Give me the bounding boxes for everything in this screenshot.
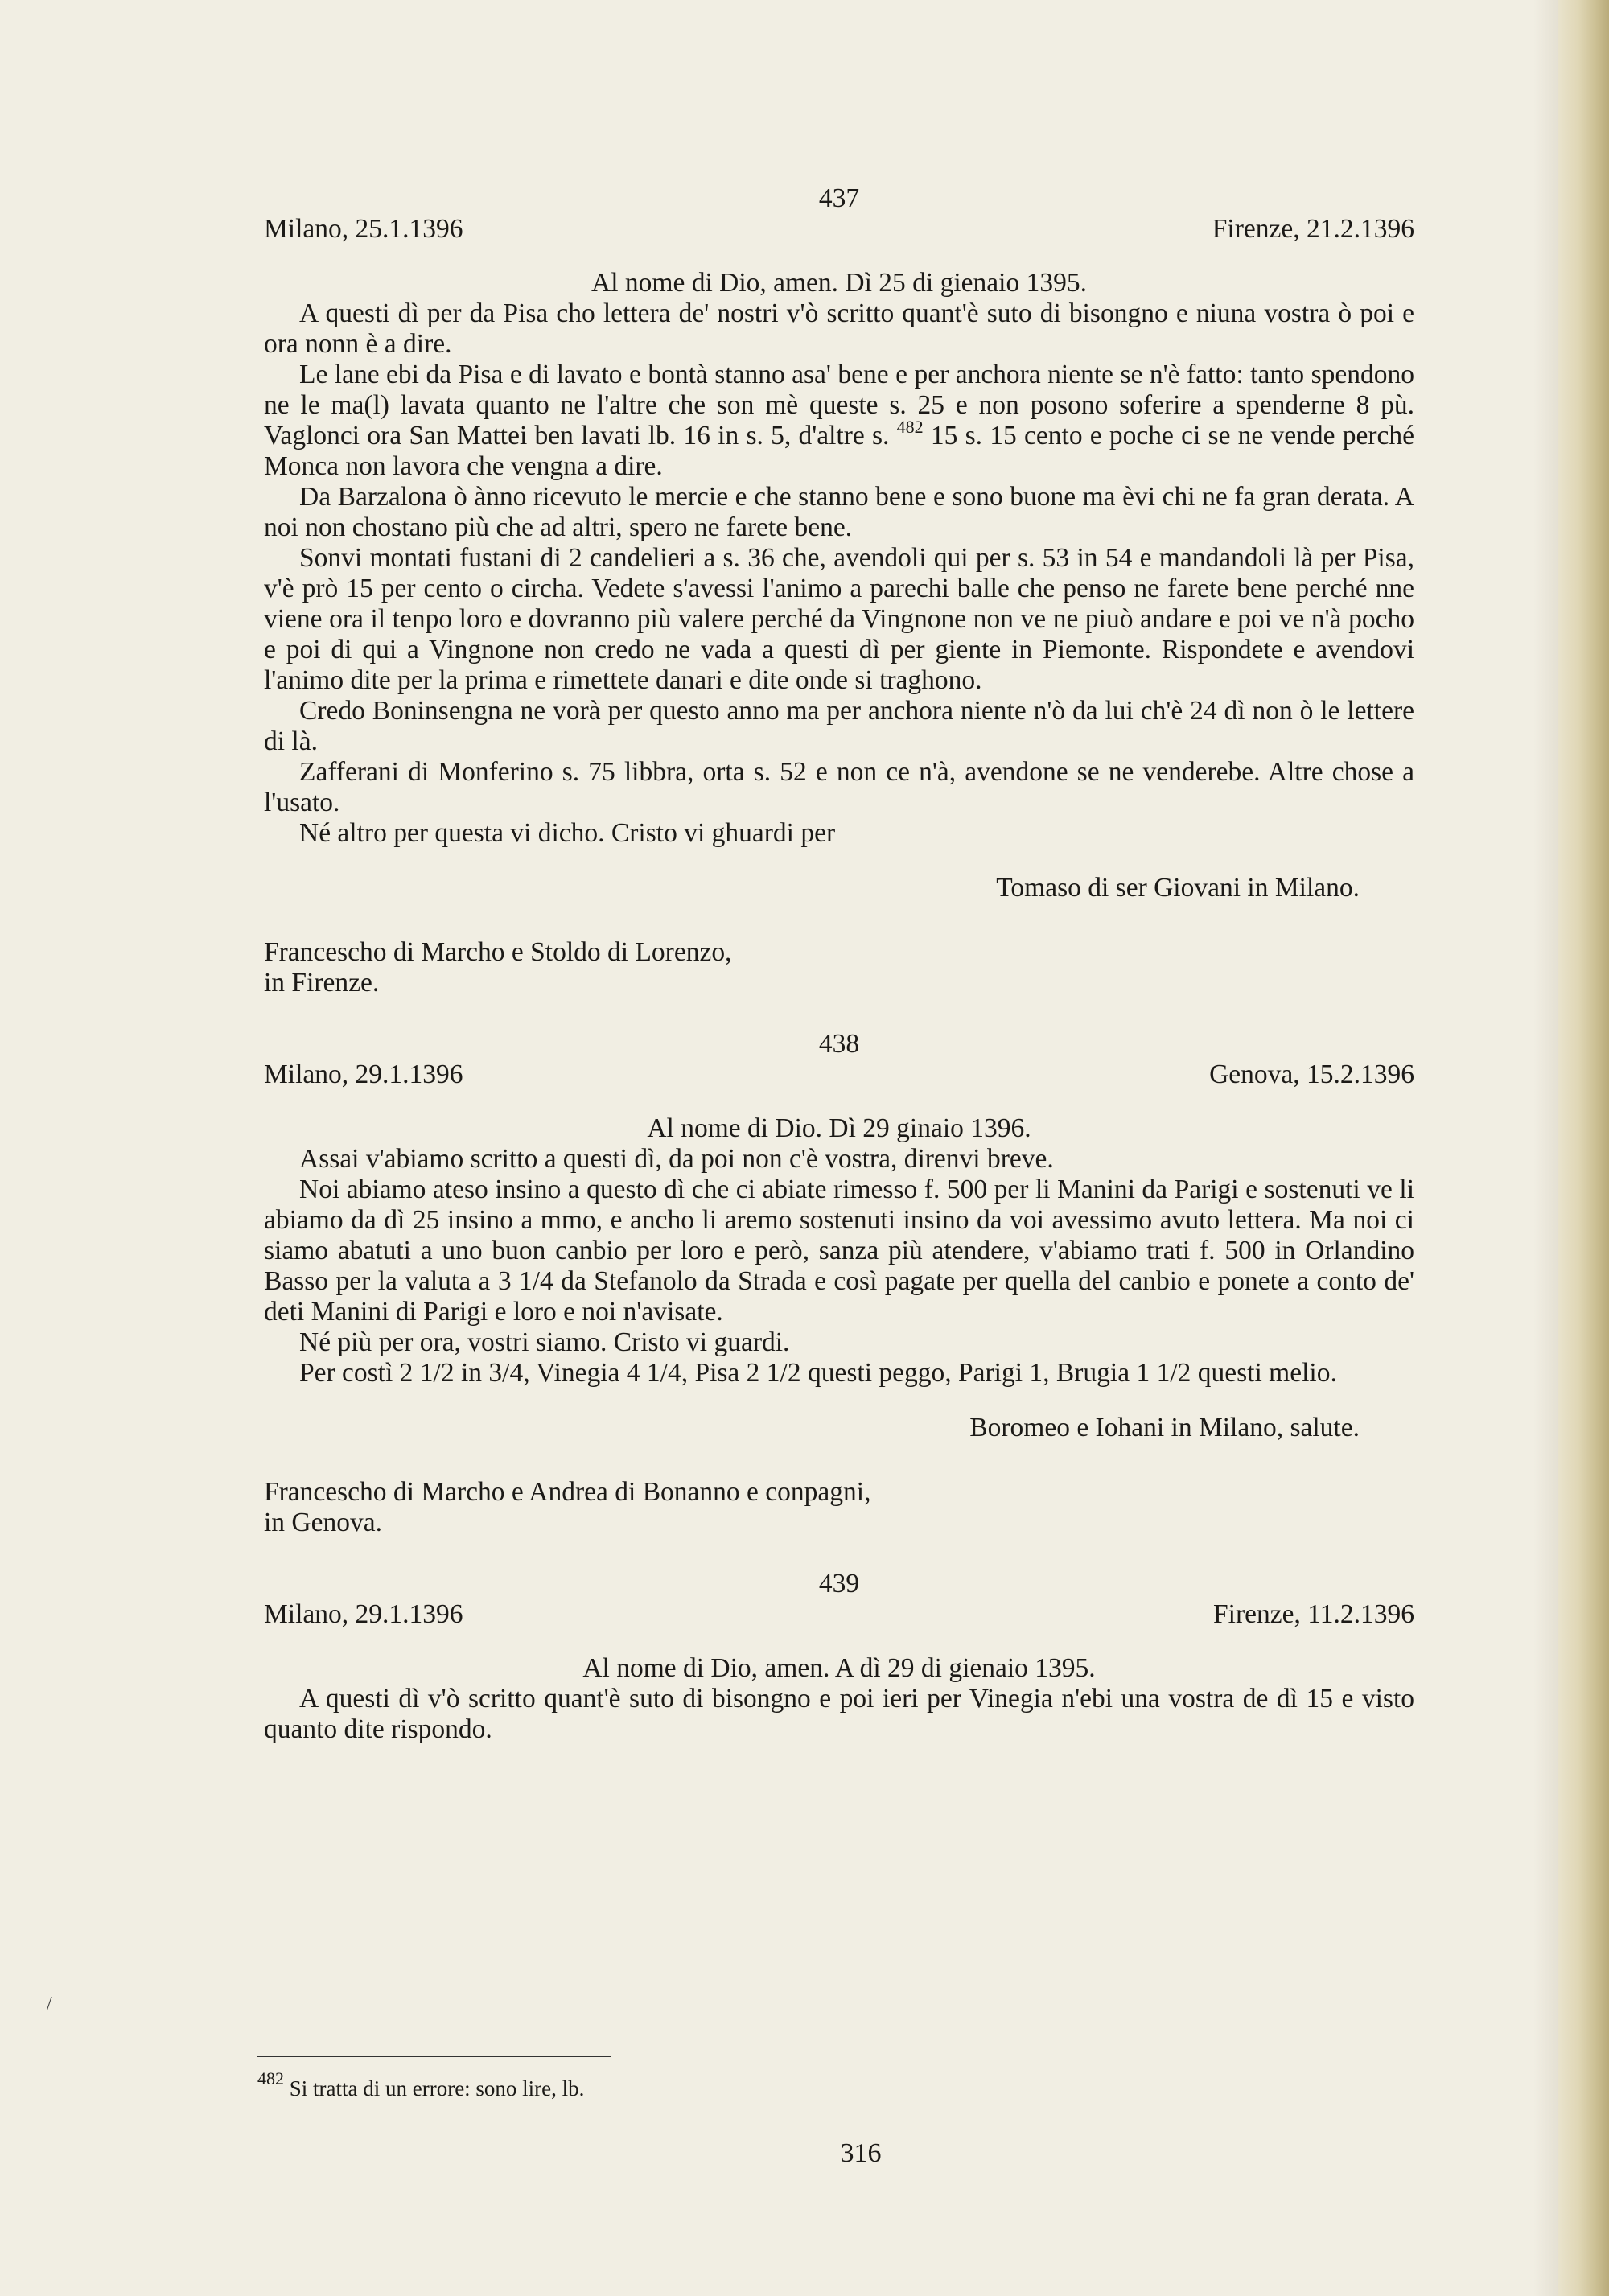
paragraph: Né più per ora, vostri siamo. Cristo vi guardi.	[299, 1327, 790, 1357]
dateline	[264, 1599, 1414, 1630]
letter-destination: Firenze, 11.2.1396	[1213, 1599, 1414, 1629]
paragraph-text-tail: 15 s. 15 cento e poche ci se ne vende perché Monca non lavora che vengna a dire.	[264, 421, 1415, 481]
paragraph: Zafferani di Monferino s. 75 libbra, orta s. 52 e non ce n'à, avendone se ne venderebe. Altre chose a l'usato.	[264, 757, 1414, 817]
letter-heading: Al nome di Dio, amen. A dì 29 di gienaio 1395.	[582, 1653, 1096, 1683]
page-shadow	[1533, 0, 1558, 2296]
letter-origin: Milano, 25.1.1396	[264, 214, 463, 244]
spacer	[264, 1538, 1414, 1569]
address-line: in Firenze.	[264, 968, 380, 998]
letter-number: 439	[818, 1569, 860, 1599]
letter-438	[264, 1029, 1414, 1538]
footnote-divider	[257, 2056, 611, 2057]
footnote-reference[interactable]: 482	[896, 417, 924, 437]
paragraph-text: Le lane ebi da Pisa e di lavato e bontà stanno asa' bene e per anchora niente se n'è fatto: tanto spendono ne le ma(l) lavata quanto ne l'altre che son mè queste s. 25 e non posono soferire a spenderne 8 pù. Vaglonci ora San Mattei ben lavati lb. 16 in s. 5, d'altre s.	[264, 360, 1414, 451]
letter-origin: Milano, 29.1.1396	[264, 1060, 463, 1089]
paragraph: Noi abiamo ateso insino a questo dì che ci abiate rimesso f. 500 per li Manini da Parigi e sostenuti ve li abiamo da dì 25 insino a mmo, e ancho li aremo sostenuti insino da voi avessimo avuto lettera. Ma noi ci siamo abatuti a uno buon canbio per loro e però, sanza più atendere, v'abiamo trati f. 500 in Orlandino Basso per la valuta a 3 1/4 da Stefanolo da Strada e così pagate per quella del canbio e ponete a conto de' deti Manini di Parigi e loro e noi n'avisate.	[264, 1175, 1414, 1327]
paragraph: A questi dì per da Pisa cho lettera de' nostri v'ò scritto quant'è suto di bisongno e niuna vostra ò poi e ora nonn è a dire.	[264, 298, 1414, 359]
footnote-number: 482	[257, 2068, 284, 2088]
paragraph: Né altro per questa vi dicho. Cristo vi ghuardi per	[299, 818, 836, 848]
letter-number: 438	[818, 1029, 860, 1059]
letter-origin: Milano, 29.1.1396	[264, 1599, 463, 1629]
paragraph: Da Barzalona ò ànno ricevuto le mercie e che stanno bene e sono buone ma èvi chi ne fa gran derata. A noi non chostano più che ad altri, spero ne farete bene.	[264, 482, 1414, 542]
signature: Tomaso di ser Giovani in Milano.	[996, 873, 1360, 903]
spacer	[264, 998, 1414, 1029]
page-number: 316	[840, 2138, 882, 2168]
address-line: in Genova.	[264, 1508, 382, 1537]
paragraph: Assai v'abiamo scritto a questi dì, da poi non c'è vostra, direnvi breve.	[299, 1144, 1054, 1174]
paragraph: Sonvi montati fustani di 2 candelieri a s. 36 che, avendoli qui per s. 53 in 54 e mandandoli là per Pisa, v'è prò 15 per cento o circha. Vedete s'avessi l'animo a parechi balle che penso ne farete bene perché nne viene ora il tenpo loro e dovranno più valere perché da Vingnone non ve ne piuò andare e poi ve n'à pocho e poi di qui a Vingnone non credo ne vada a questi dì per giente in Piemonte. Rispondete e avendovi l'animo dite per la prima e rimettete danari e dite onde si traghono.	[264, 543, 1414, 695]
footnote	[257, 2068, 585, 2101]
letter-heading: Al nome di Dio. Dì 29 ginaio 1396.	[647, 1113, 1031, 1143]
letter-437	[264, 183, 1414, 998]
letter-heading: Al nome di Dio, amen. Dì 25 di gienaio 1395.	[591, 268, 1087, 298]
signature: Boromeo e Iohani in Milano, salute.	[969, 1413, 1360, 1442]
paragraph: Per costì 2 1/2 in 3/4, Vinegia 4 1/4, Pisa 2 1/2 questi peggo, Parigi 1, Brugia 1 1/2 questi melio.	[299, 1358, 1337, 1388]
letter-destination: Genova, 15.2.1396	[1209, 1060, 1414, 1089]
letter-number: 437	[818, 183, 860, 213]
book-page-edge	[1558, 0, 1609, 2296]
dateline	[264, 1060, 1414, 1090]
dateline	[264, 214, 1414, 245]
letter-439	[264, 1569, 1414, 1745]
stray-pencil-mark: /	[47, 1994, 52, 2014]
letter-destination: Firenze, 21.2.1396	[1212, 214, 1414, 244]
footnote-text: Si tratta di un errore: sono lire, lb.	[289, 2076, 585, 2101]
address-line: Francescho di Marcho e Andrea di Bonanno e conpagni,	[264, 1477, 871, 1507]
paragraph-with-footnote	[264, 360, 1414, 482]
paragraph: Credo Boninsengna ne vorà per questo anno ma per anchora niente n'ò da lui ch'è 24 dì non ò le lettere di là.	[264, 696, 1414, 756]
paragraph: A questi dì v'ò scritto quant'è suto di bisongno e poi ieri per Vinegia n'ebi una vostra de dì 15 e visto quanto dite rispondo.	[264, 1684, 1414, 1744]
text-block	[264, 183, 1414, 1745]
address-line: Francescho di Marcho e Stoldo di Lorenzo,	[264, 937, 732, 967]
